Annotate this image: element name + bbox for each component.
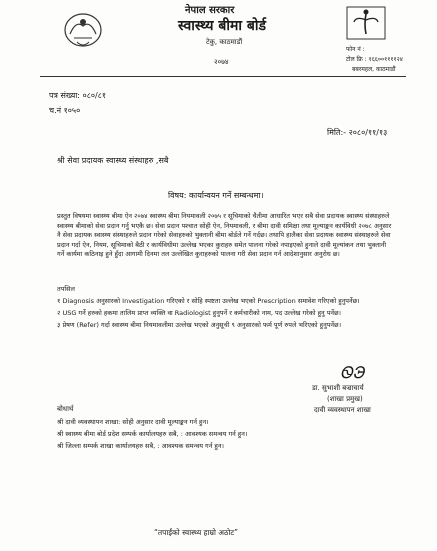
footer-slogan: “तपाईंको स्वास्थ्य हाम्रो अठोट”: [154, 528, 238, 537]
established-year: २०७४: [214, 58, 229, 66]
handwritten-signature: Ꮻ℈: [340, 363, 365, 382]
office-location: बबरमहल, काठमाडौं: [352, 66, 396, 73]
government-name: नेपाल सरकार: [185, 5, 235, 16]
phone-label: फोन नं :: [346, 46, 365, 53]
signatory-name: डा. सुभाशी बज्राचार्य: [312, 384, 364, 392]
cc-item: श्री जिल्ला सम्पर्क शाखा कार्यालयहरु सबै, : आवश्यक समन्वय गर्न हुन।: [57, 442, 224, 450]
list-item: ३ प्रेषण (Refer) गर्दा स्वास्थ्य बीमा नियमावलीमा उल्लेख भएको अनुसूची ९ अनुसारको फर्म पूर्ण रुपले भरिएको हुनुपर्नेछ।: [57, 321, 342, 329]
list-item: १ Diagnosis अनुसारको Investigation गरिएको र सोहि स्पष्टता उल्लेख भएको Prescription समावेश गरिएको हुनुपर्नेछ।: [57, 297, 360, 305]
signatory-role: (शाखा प्रमुख): [327, 395, 363, 403]
cc-item: श्री दावी व्यवस्थापन शाखा: सोही अनुसार दावी मूल्याङ्कन गर्न हुन।: [57, 418, 209, 426]
list-item: २ USG गर्ने हरुको हकमा तालिम प्राप्त व्यक्ति वा Radiologist हुनुपर्ने र कर्मचारीको नाम, पद उल्लेख गरेको हुनु पर्नेछ।: [57, 309, 342, 317]
board-name: स्वास्थ्य बीमा बोर्ड: [178, 18, 267, 34]
list-intro: तपसिल: [57, 285, 75, 293]
header-divider: [40, 76, 406, 77]
dispatch-number: च.नं १०५०: [49, 106, 81, 115]
cc-title: बोधार्थ: [57, 405, 74, 413]
toll-free-number: टोल फ्रि : १६६००११११२४: [346, 56, 403, 63]
board-address: टेकु, काठमाडौं: [206, 38, 243, 46]
letter-date: मिति:- २०८०/११/१३: [327, 128, 388, 137]
government-emblem-icon: [62, 8, 104, 50]
signatory-department: दावी व्यवस्थापन शाखा: [314, 406, 371, 414]
recipient: श्री सेवा प्रदायक स्वास्थ्य संस्थाहरु ,सबै: [57, 156, 169, 165]
cc-item: श्री स्वास्थ्य बीमा बोर्ड प्रदेश सम्पर्क कार्यालयहरु सबै, : आवश्यक समन्वय गर्न हुन।: [57, 430, 248, 438]
letter-subject: विषय: कार्यान्वयन गर्ने सम्बन्धमा।: [168, 191, 264, 200]
health-insurance-logo-icon: [346, 6, 386, 40]
body-paragraph: प्रस्तुत विषयमा स्वास्थ्य बीमा ऐन २०७४ स्वास्थ्य बीमा नियमावली २०७५ र सूचिमाको चैतीमा आधारित भएर सबै सेवा प्रदायक स्वास्थ्य संस्थाहरुले स्वास्थ्य बीमाको सेवा प्रदान गर्नु भएकै छ। सेवा प्रदान पश्चात सोही ऐन, नियमावली, र बीमा दावी समिक्षा तथा मूल्याङ्कन कार्यविधी २०७८ अनुसार नै सेवा प्रदायक स्वास्थ्य संस्थाहरुले प्रदान गरेको सेवाहरुको भुक्तानी बीमा बोर्डले गर्ने गर्दछ। तथापि हालैका सेवा प्रदायक स्वास्थ्य संस्थाहरुले सेवा प्रदान गर्दा ऐन, नियम, सूचिमाको बैठी र कार्यविधीमा उल्लेख भएका कुराहरु समेत पालना गरेको नपाइएको हुनाले दावी मूल्यांकन तथा भुक्तानी गर्ने कार्यमा कठिनाइ हुने हुँदा आगामी दिनमा तल उल्लेखित कुराहरुको पालना गरी सेवा प्रदान गर्न आदेशानुसार अनुरोध छ।: [57, 212, 392, 259]
letter-reference-number: पत्र संख्या: ०८०/८१: [49, 91, 107, 100]
